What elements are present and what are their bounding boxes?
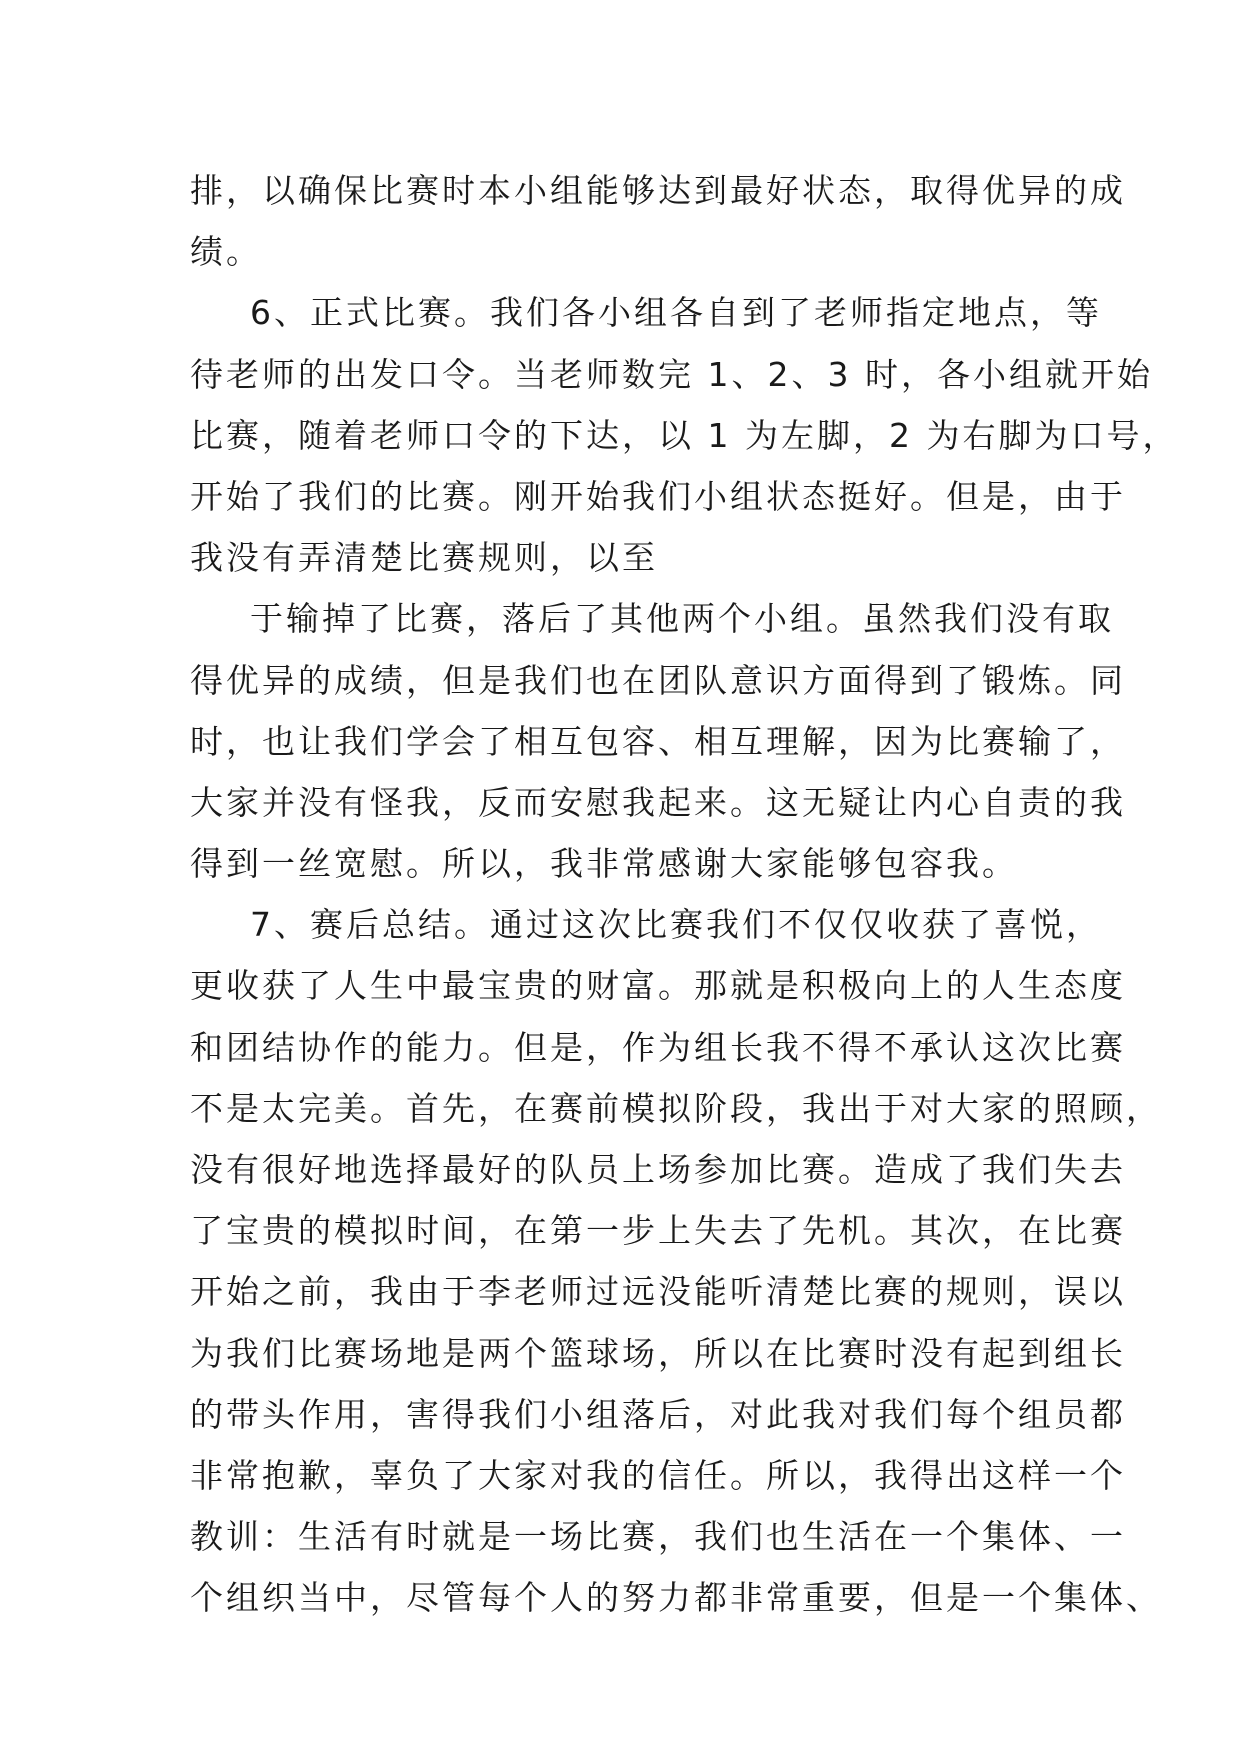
text-line: 6、正式比赛。我们各小组各自到了老师指定地点，等 [250, 293, 1102, 333]
text-line: 时，也让我们学会了相互包容、相互理解，因为比赛输了， [190, 721, 1126, 761]
paragraph-item-7 [190, 894, 1162, 1628]
text-line: 比赛，随着老师口令的下达，以 1 为左脚，2 为右脚为口号， [190, 415, 1179, 455]
text-line: 绩。 [190, 232, 262, 272]
text-line: 不是太完美。首先，在赛前模拟阶段，我出于对大家的照顾， [190, 1088, 1162, 1128]
text-line: 为我们比赛场地是两个篮球场，所以在比赛时没有起到组长 [190, 1333, 1126, 1373]
text-line: 和团结协作的能力。但是，作为组长我不得不承认这次比赛 [190, 1027, 1126, 1067]
text-line: 我没有弄清楚比赛规则，以至 [190, 538, 658, 578]
text-line: 于输掉了比赛，落后了其他两个小组。虽然我们没有取 [250, 599, 1114, 639]
text-line: 大家并没有怪我，反而安慰我起来。这无疑让内心自责的我 [190, 782, 1126, 822]
text-line: 开始了我们的比赛。刚开始我们小组状态挺好。但是，由于 [190, 476, 1126, 516]
text-line: 教训：生活有时就是一场比赛，我们也生活在一个集体、一 [190, 1517, 1126, 1557]
text-line: 7、赛后总结。通过这次比赛我们不仅仅收获了喜悦， [250, 905, 1102, 945]
text-line: 排，以确保比赛时本小组能够达到最好状态，取得优异的成 [190, 171, 1126, 210]
text-line: 得优异的成绩，但是我们也在团队意识方面得到了锻炼。同 [190, 660, 1126, 700]
text-line: 个组织当中，尽管每个人的努力都非常重要，但是一个集体、 [190, 1578, 1162, 1618]
text-column [190, 160, 1179, 1629]
text-line: 开始之前，我由于李老师过远没能听清楚比赛的规则，误以 [190, 1272, 1126, 1312]
text-line: 了宝贵的模拟时间，在第一步上失去了先机。其次，在比赛 [190, 1211, 1126, 1251]
paragraph-continuation [190, 160, 1126, 282]
text-line: 待老师的出发口令。当老师数完 1、2、3 时，各小组就开始 [190, 354, 1153, 394]
paragraph-item-6 [190, 282, 1179, 588]
text-line: 非常抱歉，辜负了大家对我的信任。所以，我得出这样一个 [190, 1455, 1126, 1495]
text-line: 得到一丝宽慰。所以，我非常感谢大家能够包容我。 [190, 844, 1018, 884]
text-line: 更收获了人生中最宝贵的财富。那就是积极向上的人生态度 [190, 966, 1126, 1006]
text-line: 没有很好地选择最好的队员上场参加比赛。造成了我们失去 [190, 1150, 1126, 1189]
paragraph-item-6-continued [190, 588, 1126, 894]
text-line: 的带头作用，害得我们小组落后，对此我对我们每个组员都 [190, 1394, 1126, 1434]
